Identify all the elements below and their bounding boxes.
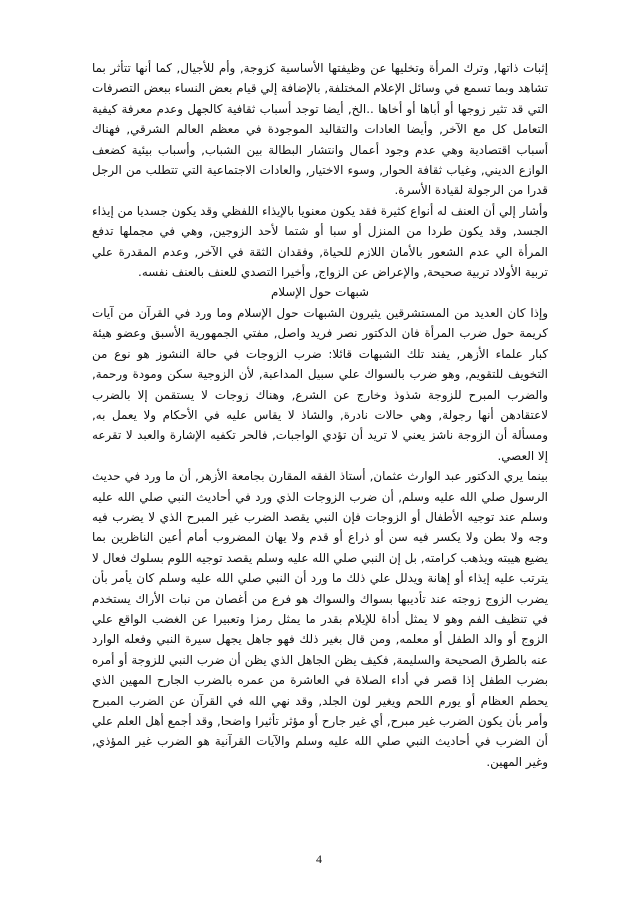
paragraph-types-of-violence: وأشار إلي أن العنف له أنواع كثيرة فقد يكون معنويا بالإيذاء اللفظي وقد يكون جسديا من إيذاء الجسد, وقد يكون طردا من المنزل أو سبا أو شتما لأحد الزوجين, وهي في مجملها تدفع المرأة الي عدم الشعور بالأمان اللازم للحياة, وفقدان الثقة في الآخر, وعدم المقدرة علي تربية الأولاد تربية صحيحة, والإعراض عن الزواج, وأخيرا التصدي للعنف بالعنف نفسه.: [92, 203, 548, 280]
section-heading: شبهات حول الإسلام: [270, 285, 370, 300]
page-number: 4: [316, 852, 322, 866]
paragraph-abdelwareth: بينما يري الدكتور عبد الوارث عثمان, أستاذ الفقه المقارن بجامعة الأزهر, أن ما ورد في حديث الرسول صلي الله عليه وسلم, أن ضرب الزوجات الذي ورد في أحاديث النبي صلي الله عليه وسلم عند توجيه الأطفال أو الزوجات فإن النبي يقصد الضرب غير المبرح الذي لا يضرب فيه وجه ولا بطن ولا يكسر فيه سن أو ذراع أو قدم ولا يهان المضروب أمام أعين الناظرين بما يضيع هيبته ويذهب كرامته, بل إن النبي صلي الله عليه وسلم يقصد توجيه اللوم بسلوك فعال لا يترتب عليه إيذاء أو إهانة ويدلل علي ذلك ما ورد أن النبي صلي الله عليه وسلم كان يأمر بأن يضرب الزوج زوجته عند تأديبها بسواك والسواك هو فرع من أغصان من نبات الأراك يستخدم في تنظيف الفم وهو لا يمثل أداة للإيلام بقدر ما يمثل رمزا وتعبيرا عن الغضب الواقع علي الزوج أو والد الطفل أو معلمه, ومن قال بغير ذلك فهو جاهل يجهل سيرة النبي وفعله الوارد عنه بالطرق الصحيحة والسليمة, فكيف يظن الجاهل الذي يظن أن ضرب النبي للزوجة أو أمره بضرب الطفل إذا قصر في أداء الصلاة في العاشرة من عمره بالضرب الجارح المهين الذي يحطم العظام أو يورم اللحم ويغير لون الجلد, وقد نهي الله في القرآن عن الضرب المبرح وأمر بأن يكون الضرب غير مبرح, أي غير جارح أو مؤثر تأثيرا واضحا, وقد أجمع أهل العلم علي أن الضرب في أحاديث النبي صلي الله عليه وسلم والآيات القرآنية هو الضرب غير المؤذي, وغير المهين.: [92, 469, 548, 769]
paragraph-causes: إثبات ذاتها, وترك المرأة وتخليها عن وظيفتها الأساسية كزوجة, وأم للأجيال, كما أنها تتأثر بما تشاهد وبما تسمع في وسائل الإعلام المختلفة, بالإضافة إلي قيام بعض النساء ببعض التصرفات التي قد تثير زوجها أو أباها أو أخاها ..الخ, أيضا توجد أسباب ثقافية كالجهل وعدم معرفة كيفية التعامل كل مع الآخر, وأيضا العادات والتقاليد الموجودة في معظم العالم الشرقي, فهناك أسباب اقتصادية وهي عدم وجود أعمال وانتشار البطالة بين الشباب, وأسباب بيئية كضعف الوازع الديني, وغياب ثقافة الحوار, وسوء الاختيار, والعادات الاجتماعية التي تتطلب من الرجل قدرا من الرجولة لقيادة الأسرة.: [92, 61, 548, 198]
article-body: [92, 58, 548, 772]
paragraph-orientalists: وإذا كان العديد من المستشرقين يثيرون الشبهات حول الإسلام وما ورد في القرآن من آيات كريمة حول ضرب المرأة فان الدكتور نصر فريد واصل, مفتي الجمهورية الأسبق وعضو هيئة كبار علماء الأزهر, يفند تلك الشبهات قائلا: ضرب الزوجات في حالة النشوز هو نوع من التخويف للتقويم, وهو ضرب بالسواك علي سبيل المداعبة, لأن الزوجية سكن ومودة ورحمة, والضرب المبرح للزوجة شذوذ وخارج عن الشرع, وهناك زوجات لا يستقمن إلا بالضرب لاعتقادهن أنها رجولة, وهي حالات نادرة, والشاذ لا يقاس عليه في الأحكام ولا يعمل به, ومسألة أن الزوجة ناشز يعني لا تريد أن تؤدي الواجبات, فالحر تكفيه الإشارة والعبد لا تقرعه إلا العصي.: [92, 305, 548, 463]
